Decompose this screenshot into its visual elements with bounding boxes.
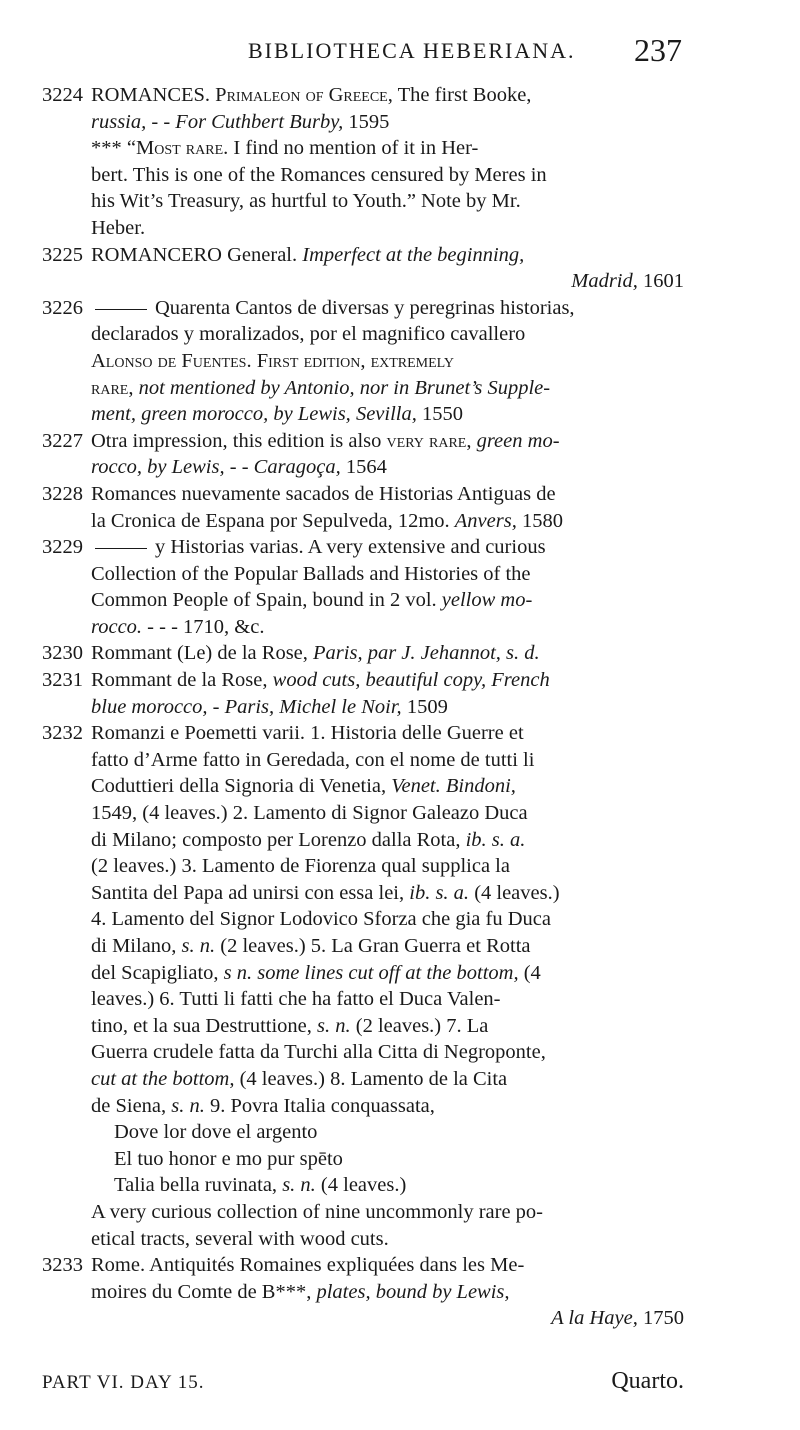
entry-line [91, 348, 684, 375]
entry-line: russia, - - For Cuthbert Burby, 1595 [91, 110, 390, 133]
lot-number: 3232 [42, 722, 83, 745]
entry-line: del Scapigliato, s n. some lines cut off at the bottom, (4 [91, 961, 541, 984]
italic-text: For Cuthbert Burby, [175, 110, 344, 133]
italic-text: Caragoça, [253, 456, 341, 479]
italic-text: Paris, Michel le Noir, [224, 695, 402, 718]
italic-text: not mentioned by Antonio, nor in Brunet’s Supple- [138, 376, 551, 399]
italic-text: ib. s. a. [409, 881, 470, 904]
entry-line: Santita del Papa ad unirsi con essa lei, ib. s. a. (4 leaves.) [91, 881, 560, 904]
lot-number: 3231 [42, 669, 83, 692]
page-number: 237 [634, 32, 682, 68]
entry-line: Romances nuevamente sacados de Historias Antiguas de [91, 482, 556, 505]
small-caps-text: rare, [91, 376, 134, 399]
lot-number: 3226 [42, 296, 83, 319]
format-label: Quarto. [611, 1368, 684, 1394]
small-caps-text: very rare, [386, 429, 472, 452]
italic-text: s. n. [317, 1014, 351, 1037]
entry-line: Guerra crudele fatta da Turchi alla Citta di Negroponte, [91, 1041, 546, 1064]
catalogue-entry [42, 720, 684, 1252]
lot-number: 3233 [42, 1254, 83, 1277]
italic-text: Imperfect at the beginning, [302, 243, 525, 266]
catalogue-entry [42, 481, 684, 534]
ditto-dash [95, 309, 147, 310]
italic-text: wood cuts, beautiful copy, French [272, 669, 550, 692]
entry-line: tino, et la sua Destruttione, s. n. (2 leaves.) 7. La [91, 1014, 489, 1037]
italic-text: Paris, par J. Jehannot, s. d. [313, 642, 540, 665]
entry-line: Coduttieri della Signoria di Venetia, Venet. Bindoni, [91, 775, 516, 798]
italic-text: cut at the bottom, [91, 1067, 235, 1090]
entry-line: fatto d’Arme fatto in Geredada, con el nome de tutti li [91, 748, 535, 771]
catalogue-entries [42, 82, 684, 1332]
entry-line: ROMANCERO General. Imperfect at the beginning, [91, 243, 525, 266]
entry-line: Common People of Spain, bound in 2 vol. yellow mo- [91, 589, 533, 612]
italic-text: ib. s. a. [465, 828, 526, 851]
signature-mark: PART VI. DAY 15. [42, 1372, 205, 1393]
italic-text: Venet. Bindoni, [391, 775, 516, 798]
italic-text: rocco, by Lewis, [91, 456, 225, 479]
catalogue-entry [42, 428, 684, 481]
entry-line: Rommant (Le) de la Rose, Paris, par J. Jehannot, s. d. [91, 642, 540, 665]
entry-line: moires du Comte de B***, plates, bound by Lewis, [91, 1280, 510, 1303]
entry-line: etical tracts, several with wood cuts. [91, 1227, 389, 1250]
entry-line: Madrid, 1601 [571, 270, 684, 293]
lot-number: 3230 [42, 642, 83, 665]
italic-text: plates, bound by Lewis, [316, 1280, 510, 1303]
entry-line: Quarenta Cantos de diversas y peregrinas historias, [91, 295, 684, 322]
entry-line: Collection of the Popular Ballads and Histories of the [91, 562, 531, 585]
entry-line: rocco. - - - 1710, &c. [91, 615, 265, 638]
entry-line: (2 leaves.) 3. Lamento de Fiorenza qual supplica la [91, 855, 510, 878]
italic-text: russia, [91, 110, 147, 133]
small-caps-text: Most rare. [135, 137, 229, 160]
italic-text: s. n. [171, 1094, 205, 1117]
entry-line: Talia bella ruvinata, s. n. (4 leaves.) [114, 1174, 407, 1197]
lot-number: 3225 [42, 243, 83, 266]
entry-line: A very curious collection of nine uncommonly rare po- [91, 1200, 544, 1223]
italic-text: Madrid, [571, 270, 638, 293]
lot-number: 3227 [42, 429, 83, 452]
entry-line: Otra impression, this edition is also very rare, green mo- [91, 429, 560, 452]
entry-line: di Milano; composto per Lorenzo dalla Rota, ib. s. a. [91, 828, 526, 851]
catalogue-entry [42, 242, 684, 295]
entry-line: declarados y moralizados, por el magnifico cavallero [91, 323, 526, 346]
italic-text: green mo- [476, 429, 560, 452]
catalogue-entry [42, 1252, 684, 1332]
catalogue-entry [42, 640, 684, 667]
entry-line: ment, green morocco, by Lewis, Sevilla, 1550 [91, 403, 463, 426]
catalogue-entry [42, 534, 684, 640]
small-caps-text: Primaleon of Greece [215, 84, 388, 106]
entry-line: his Wit’s Treasury, as hurtful to Youth.” Note by Mr. [91, 190, 521, 213]
page-footer [42, 1368, 684, 1402]
entry-line: leaves.) 6. Tutti li fatti che ha fatto el Duca Valen- [91, 988, 501, 1011]
entry-line: de Siena, s. n. 9. Povra Italia conquassata, [91, 1094, 435, 1117]
italic-text: ment, green morocco, by Lewis, [91, 403, 351, 426]
italic-text: s. n. [181, 935, 216, 957]
italic-text: A la Haye, [551, 1307, 638, 1330]
entry-line: Rome. Antiquités Romaines expliquées dans les Me- [91, 1254, 525, 1277]
lot-number: 3224 [42, 84, 83, 106]
italic-text: s. n. [282, 1174, 316, 1197]
entry-line: 1549, (4 leaves.) 2. Lamento di Signor Galeazo Duca [91, 802, 528, 825]
italic-text: Sevilla, [355, 403, 417, 426]
entry-line: blue morocco, - Paris, Michel le Noir, 1509 [91, 695, 448, 718]
italic-text: Anvers, [454, 509, 517, 532]
catalogue-entry [42, 295, 684, 428]
italic-text: rocco. [91, 615, 143, 638]
ditto-dash [95, 548, 147, 549]
entry-line: El tuo honor e mo pur spēto [114, 1147, 343, 1170]
entry-line: ROMANCES. Primaleon of Greece, The first Booke, [91, 84, 532, 106]
entry-line: A la Haye, 1750 [551, 1307, 684, 1330]
entry-line: bert. This is one of the Romances censured by Meres in [91, 163, 547, 186]
entry-line: Romanzi e Poemetti varii. 1. Historia delle Guerre et [91, 722, 524, 745]
running-header [0, 34, 800, 74]
entry-line: di Milano, s. n. (2 leaves.) 5. La Gran Guerra et Rotta [91, 935, 531, 957]
entry-line: cut at the bottom, (4 leaves.) 8. Lamento de la Cita [91, 1067, 508, 1090]
lot-number: 3229 [42, 536, 83, 559]
entry-line: la Cronica de Espana por Sepulveda, 12mo. Anvers, 1580 [91, 509, 563, 532]
entry-line: rocco, by Lewis, - - Caragoça, 1564 [91, 456, 387, 479]
small-caps-text: Alonso de Fuentes. First edition, extremely [91, 349, 454, 372]
italic-text: s n. some lines cut off at the bottom, [223, 961, 519, 984]
entry-line: *** “Most rare. I find no mention of it in Her- [91, 137, 479, 160]
entry-line: 4. Lamento del Signor Lodovico Sforza che gia fu Duca [91, 908, 551, 931]
catalogue-entry [42, 667, 684, 720]
entry-line: y Historias varias. A very extensive and curious [91, 534, 684, 561]
entry-line: Rommant de la Rose, wood cuts, beautiful copy, French [91, 669, 550, 692]
entry-line [91, 375, 684, 402]
catalogue-entry [42, 82, 684, 242]
italic-text: blue morocco, [91, 695, 208, 718]
running-title: BIBLIOTHECA HEBERIANA. [248, 38, 576, 63]
entry-line: Dove lor dove el argento [114, 1121, 318, 1144]
lot-number: 3228 [42, 482, 83, 505]
entry-line: Heber. [91, 216, 146, 239]
italic-text: yellow mo- [441, 589, 533, 612]
